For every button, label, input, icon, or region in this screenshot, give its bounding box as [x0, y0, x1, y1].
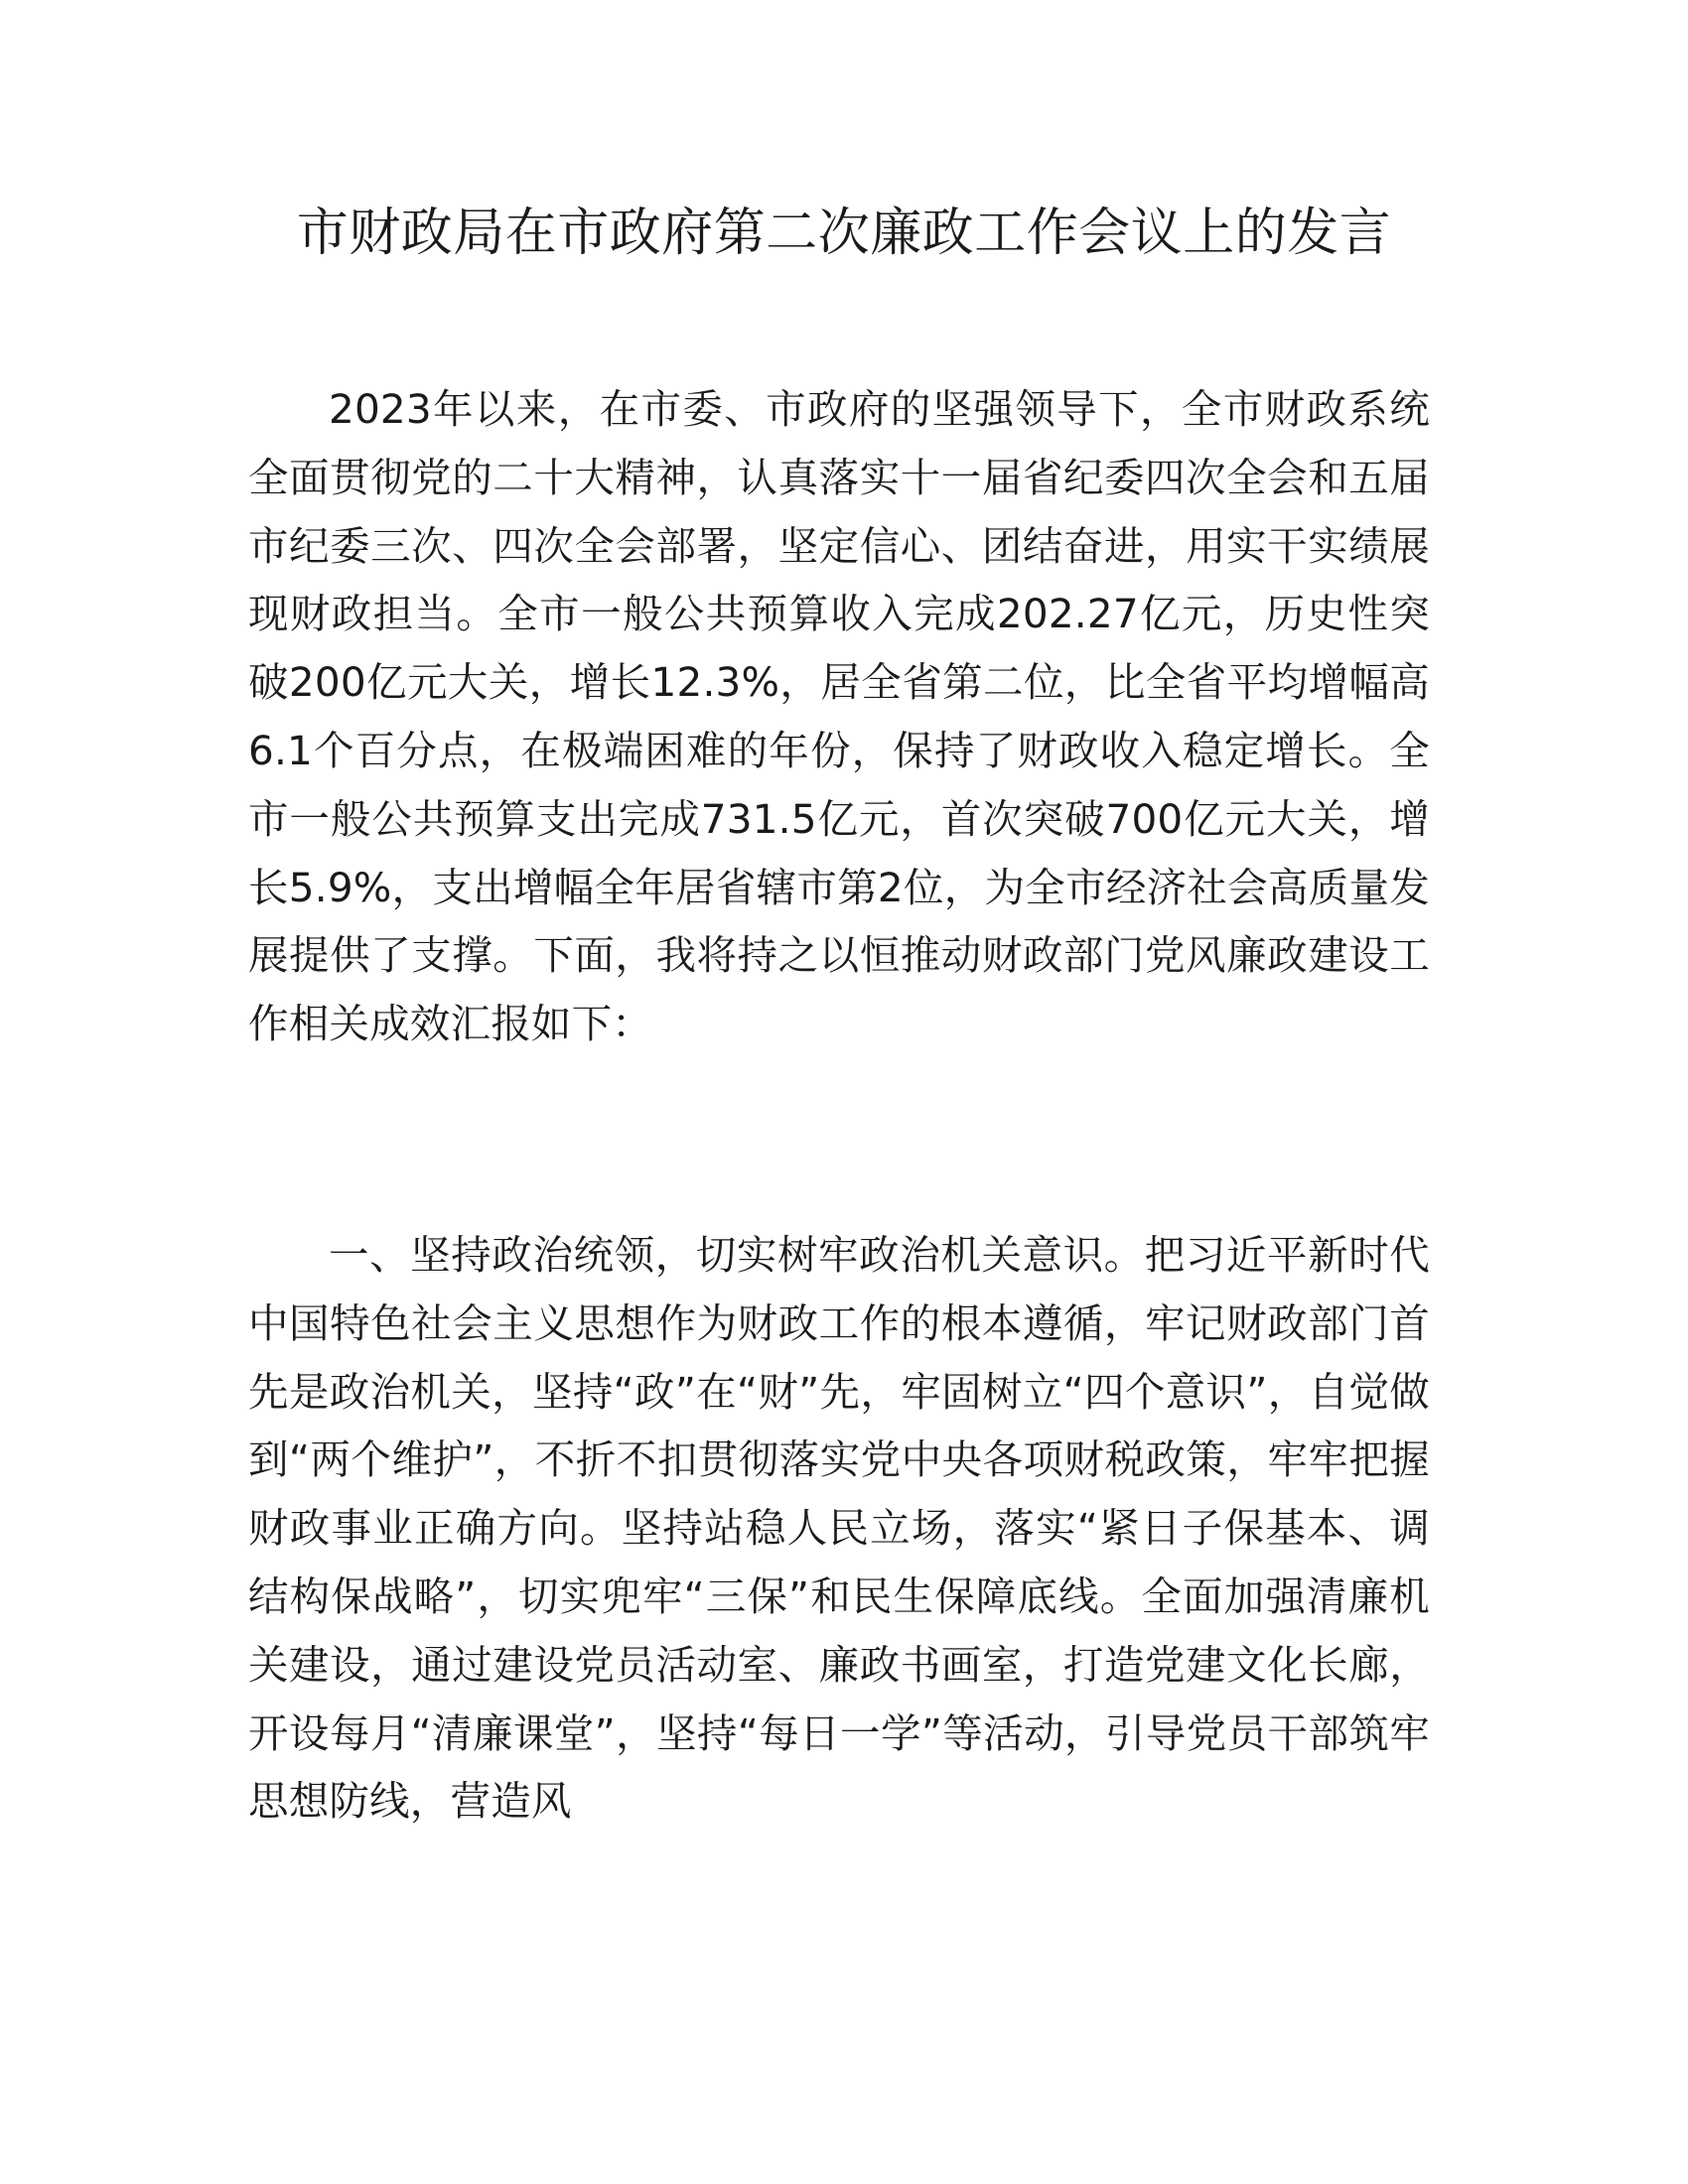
paragraph-section-one: 一、坚持政治统领，切实树牢政治机关意识。把习近平新时代中国特色社会主义思想作为财政工作的根本遵循，牢记财政部门首先是政治机关，坚持“政”在“财”先，牢固树立“四个意识”，自觉做到“两个维护”，不折不扣贯彻落实党中央各项财税政策，牢牢把握财政事业正确方向。坚持站稳人民立场，落实“紧日子保基本、调结构保战略”，切实兜牢“三保”和民生保障底线。全面加强清廉机关建设，通过建设党员活动室、廉政书画室，打造党建文化长廊，开设每月“清廉课堂”，坚持“每日一学”等活动，引导党员干部筑牢思想防线，营造风 — [248, 1231, 1430, 1826]
paragraph-intro: 2023年以来，在市委、市政府的坚强领导下，全市财政系统全面贯彻党的二十大精神，认真落实十一届省纪委四次全会和五届市纪委三次、四次全会部署，坚定信心、团结奋进，用实干实绩展现财政担当。全市一般公共预算收入完成202.27亿元，历史性突破200亿元大关，增长12.3%，居全省第二位，比全省平均增幅高6.1个百分点，在极端困难的年份，保持了财政收入稳定增长。全市一般公共预算支出完成731.5亿元，首次突破700亿元大关，增长5.9%，支出增幅全年居省辖市第2位，为全市经济社会高质量发展提供了支撑。下面，我将持之以恒推动财政部门党风廉政建设工作相关成效汇报如下： — [248, 385, 1430, 1048]
document-title: 市财政局在市政府第二次廉政工作会议上的发言 — [296, 204, 1392, 263]
